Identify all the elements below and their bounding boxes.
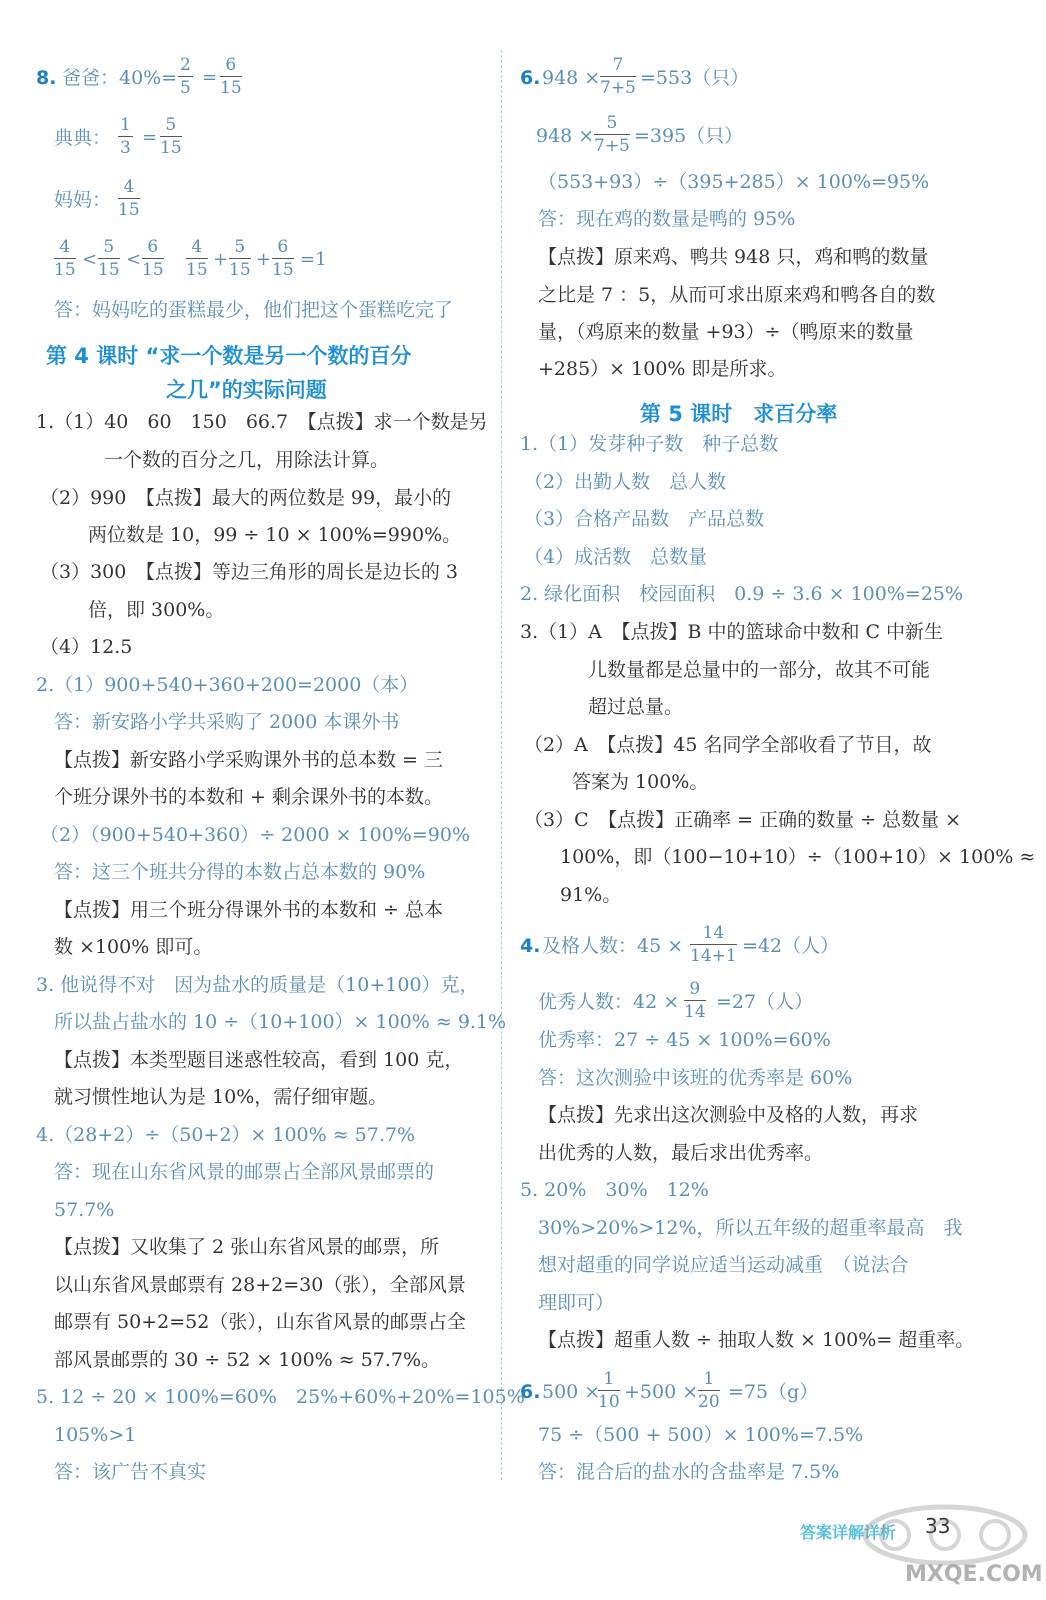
q6-l2-frac: $\frac{5}{7+5}$ [594,113,630,156]
l5b-line: 出优秀的人数，最后求出优秀率。 [538,1142,824,1164]
l4-line: 答：现在山东省风景的邮票占全部风景邮票的 [54,1161,435,1183]
l4-line: 个班分课外书的本数和 + 剩余课外书的本数。 [54,786,444,808]
l5c-line: 75 ÷（500 + 500）× 100%=7.5% [538,1424,864,1446]
l5-line: 儿数量都是总量中的一部分，故其不可能 [588,659,931,681]
q8-plus1: + [213,249,229,270]
l4-line: 【点拨】用三个班分得课外书的本数和 ÷ 总本 [54,899,444,921]
l5-line: （4）成活数 总数量 [524,546,708,568]
l5b-line: 【点拨】先求出这次测验中及格的人数，再求 [538,1104,919,1126]
q8-dad-label: 爸爸：40%= [62,67,178,89]
l4-line: 【点拨】本类型题目迷惑性较高，看到 100 克， [54,1049,464,1071]
q6b-pre: 500 × [542,1381,601,1403]
l5-line: （2）出勤人数 总人数 [524,471,727,493]
l4-line: 所以盐占盐水的 10 ÷（10+100）× 100% ≈ 9.1% [54,1011,507,1033]
l4-line: 105%>1 [54,1424,137,1446]
q6-l2-post: =395（只） [634,125,744,147]
l4-line: （2）（900+540+360）÷ 2000 × 100%=90% [40,824,471,846]
q6-l1-post: =553（只） [640,67,750,89]
l4-line: 就习惯性地认为是 10%，需仔细审题。 [54,1086,388,1108]
lesson5-title: 第 5 课时 求百分率 [640,402,838,426]
l5-line: 答案为 100%。 [572,771,709,793]
l5b-line: 优秀率：27 ÷ 45 × 100%=60% [538,1029,831,1051]
l4-line: 1.（1）40 60 150 66.7 【点拨】求一个数是另 [36,411,488,433]
q8-dd-frac2: $\frac{5}{15}$ [160,115,182,158]
q6-l1-pre: 948 × [542,67,601,89]
q4-l2-pre: 优秀人数：42 × [538,991,680,1013]
l4-line: 一个数的百分之几，用除法计算。 [104,449,390,471]
q6-line: （553+93）÷（395+285）× 100%=95% [538,171,930,193]
l4-line: 2.（1）900+540+360+200=2000（本） [36,674,419,696]
l5b-line: 30%>20%>12%，所以五年级的超重率最高 我 [538,1217,963,1239]
answer-section-tag: 答案详解详析 [800,1523,897,1542]
page-number: 33 [925,1514,951,1538]
l5b-line: 5. 20% 30% 12% [520,1179,709,1201]
l5-line: （3）C 【点拨】正确率 = 正确的数量 ÷ 总数量 × [524,809,962,831]
q6-l2-pre: 948 × [536,125,595,147]
q4-l1-post: =42（人） [742,935,840,957]
l4-line: 5. 12 ÷ 20 × 100%=60% 25%+60%+20%=105% [36,1386,525,1408]
l4-line: 答：新安路小学共采购了 2000 本课外书 [54,711,400,733]
l5b-line: 想对超重的同学说应适当运动减重 （说法合 [538,1254,909,1276]
l4-line: 以山东省风景邮票有 28+2=30（张），全部风景 [54,1274,466,1296]
q4-l1-frac: $\frac{14}{14+1}$ [690,923,737,966]
q6-line: 【点拨】原来鸡、鸭共 948 只，鸡和鸭的数量 [538,246,929,268]
l4-line: 【点拨】新安路小学采购课外书的总本数 = 三 [54,749,444,771]
l4-line: 倍，即 300%。 [88,599,225,621]
l4-line: 两位数是 10，99 ÷ 10 × 100%=990%。 [88,524,462,546]
l4-line: 3. 他说得不对 因为盐水的质量是（10+100）克， [36,974,479,996]
q4-l2-post: =27（人） [716,991,814,1013]
q6b-mid: +500 × [624,1381,699,1403]
q8-lt1: < [82,249,98,270]
q6-line: 答：现在鸡的数量是鸭的 95% [538,208,796,230]
l4-line: 邮票有 50+2=52（张），山东省风景的邮票占全 [54,1311,466,1333]
q8-mom-frac: $\frac{4}{15}$ [118,177,140,220]
l5-line: 2. 绿化面积 校园面积 0.9 ÷ 3.6 × 100%=25% [520,583,964,605]
l4-line: 4.（28+2）÷（50+2）× 100% ≈ 57.7% [36,1124,416,1146]
q8-dad-frac2: $\frac{6}{15}$ [220,55,242,98]
q6b-number: 6. [520,1381,541,1403]
l4-line: 答：这三个班共分得的本数占总本数的 90% [54,861,426,883]
l5-line: 91%。 [560,884,622,906]
l4-line: 57.7% [54,1199,115,1221]
q8-dd-eq: = [142,127,158,148]
q6b-frac1: $\frac{1}{10}$ [598,1369,620,1412]
l4-line: 部风景邮票的 30 ÷ 52 × 100% ≈ 57.7%。 [54,1349,441,1371]
l5b-line: 答：这次测验中该班的优秀率是 60% [538,1067,853,1089]
q8-dad-frac1: $\frac{2}{5}$ [180,55,191,98]
q6-line: 之比是 7 ：5，从而可求出原来鸡和鸭各自的数 [538,284,936,306]
q8-lt2: < [126,249,142,270]
q8-mom-label: 妈妈： [54,189,112,211]
l4-line: 【点拨】又收集了 2 张山东省风景的邮票，所 [54,1236,440,1258]
l5-line: 100%，即（100−10+10）÷（100+10）× 100% ≈ [560,846,1036,868]
q8-dd-frac1: $\frac{1}{3}$ [120,115,131,158]
q8-answer: 答：妈妈吃的蛋糕最少，他们把这个蛋糕吃完了 [54,299,454,321]
q8-cmp-frac3: $\frac{6}{15}$ [142,237,164,280]
q8-plus2: + [256,249,272,270]
column-divider [501,50,502,1480]
l5-line: （3）合格产品数 产品总数 [524,508,765,530]
watermark-text: MXQE.COM [905,1562,1043,1587]
q8-sum-frac1: $\frac{4}{15}$ [186,237,208,280]
q8-cmp-frac2: $\frac{5}{15}$ [98,237,120,280]
l4-line: （3）300 【点拨】等边三角形的周长是边长的 3 [40,561,458,583]
q4-number: 4. [520,935,541,957]
q4-l2-frac: $\frac{9}{14}$ [684,979,706,1022]
l4-line: （2）990 【点拨】最大的两位数是 99，最小的 [40,487,452,509]
l5-line: 超过总量。 [588,696,684,718]
q8-eq-one: =1 [300,249,327,270]
l5-line: （2）A 【点拨】45 名同学全部收看了节目，故 [524,734,932,756]
q8-sum-frac3: $\frac{6}{15}$ [272,237,294,280]
q8-sum-frac2: $\frac{5}{15}$ [229,237,251,280]
l4-line: （4）12.5 [40,636,133,658]
q6-l1-frac: $\frac{7}{7+5}$ [600,55,636,98]
q8-diandian-label: 典典： [54,127,112,149]
q8-number: 8. [36,67,57,89]
l5-line: 3.（1）A 【点拨】B 中的篮球命中数和 C 中新生 [520,621,944,643]
q6b-frac2: $\frac{1}{20}$ [698,1369,720,1412]
l4-line: 数 ×100% 即可。 [54,936,213,958]
q8-cmp-frac1: $\frac{4}{15}$ [54,237,76,280]
q8-dad-eq: = [202,67,218,88]
lesson4-title-line2: 之几”的实际问题 [166,378,327,402]
q6-number: 6. [520,67,541,89]
l4-line: 答：该广告不真实 [54,1461,207,1483]
l5b-line: 理即可） [538,1292,615,1314]
q6-line: 量，（鸡原来的数量 +93）÷（鸭原来的数量 [538,321,914,343]
q4-l1-pre: 及格人数：45 × [542,935,684,957]
l5b-line: 【点拨】超重人数 ÷ 抽取人数 × 100%= 超重率。 [538,1329,975,1351]
l5c-line: 答：混合后的盐水的含盐率是 7.5% [538,1461,840,1483]
q6b-post: =75（g） [728,1381,819,1403]
q6-line: +285）× 100% 即是所求。 [538,358,787,380]
lesson4-title-line1: 第 4 课时 “求一个数是另一个数的百分 [46,344,412,368]
l5-line: 1.（1）发芽种子数 种子总数 [520,433,779,455]
